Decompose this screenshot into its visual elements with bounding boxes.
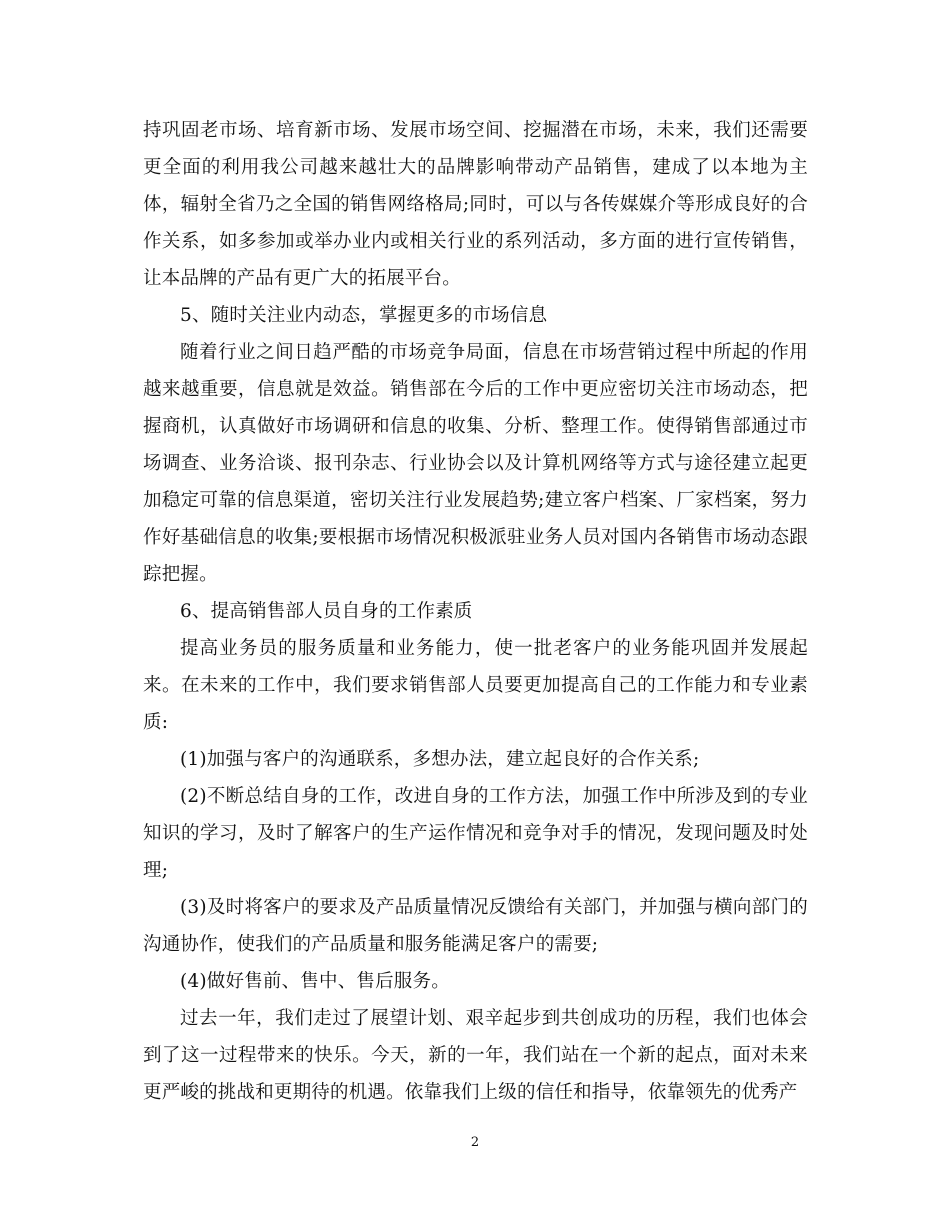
list-item-2: (2)不断总结自身的工作，改进自身的工作方法，加强工作中所涉及到的专业知识的学习，及时了解客户的生产运作情况和竞争对手的情况，发现问题及时处理; — [143, 786, 808, 881]
page-number: 2 — [470, 1135, 480, 1150]
paragraph-market-information: 随着行业之间日趋严酷的市场竞争局面，信息在市场营销过程中所起的作用越来越重要，信息就是效益。销售部在今后的工作中更应密切关注市场动态，把握商机，认真做好市场调研和信息的收集、分析、整理工作。使得销售部通过市场调查、业务洽谈、报刊杂志、行业协会以及计算机网络等方式与途径建立起更加稳定可靠的信息渠道，密切关注行业发展趋势;建立客户档案、厂家档案，努力作好基础信息的收集;要根据市场情况积极派驻业务人员对国内各销售市场动态跟踪把握。 — [143, 342, 808, 585]
heading-item-6: 6、提高销售部人员自身的工作素质 — [180, 601, 473, 622]
list-item-4: (4)做好售前、售中、售后服务。 — [180, 971, 450, 992]
paragraph-conclusion: 过去一年，我们走过了展望计划、艰辛起步到共创成功的历程，我们也体会到了这一过程带来的快乐。今天，新的一年，我们站在一个新的起点，面对未来更严峻的挑战和更期待的机遇。依靠我们上级的信任和指导，依靠领先的优秀产 — [143, 1008, 808, 1103]
paragraph-staff-quality: 提高业务员的服务质量和业务能力，使一批老客户的业务能巩固并发展起来。在未来的工作中，我们要求销售部人员要更加提高自己的工作能力和专业素质: — [143, 638, 808, 733]
paragraph-market-continuation: 持巩固老市场、培育新市场、发展市场空间、挖掘潜在市场，未来，我们还需要更全面的利用我公司越来越壮大的品牌影响带动产品销售，建成了以本地为主体，辐射全省乃之全国的销售网络格局;同时，可以与各传媒媒介等形成良好的合作关系，如多参加或举办业内或相关行业的系列活动，多方面的进行宣传销售，让本品牌的产品有更广大的拓展平台。 — [143, 120, 808, 289]
list-item-1: (1)加强与客户的沟通联系，多想办法，建立起良好的合作关系; — [180, 749, 700, 770]
document-body — [143, 112, 808, 1111]
list-item-3: (3)及时将客户的要求及产品质量情况反馈给有关部门，并加强与横向部门的沟通协作，使我们的产品质量和服务能满足客户的需要; — [143, 897, 808, 955]
heading-item-5: 5、随时关注业内动态，掌握更多的市场信息 — [180, 305, 548, 326]
